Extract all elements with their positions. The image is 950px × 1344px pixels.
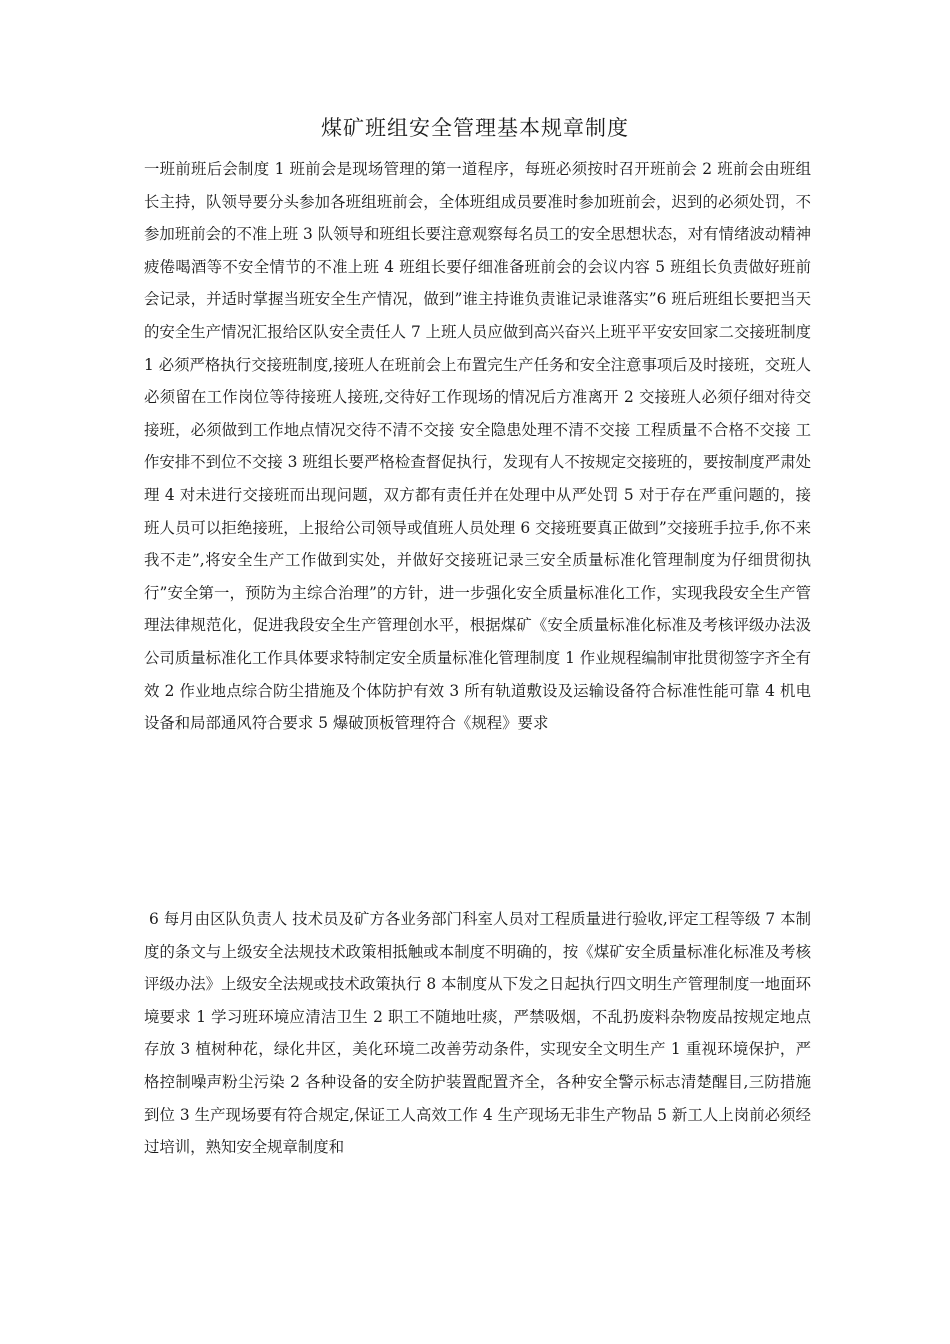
body-paragraph-1: 一班前班后会制度 1 班前会是现场管理的第一道程序，每班必须按时召开班前会 2 班前会由班组长主持，队领导要分头参加各班组班前会，全体班组成员要准时参加班前会，迟到的必须处罚，不参加班前会的不准上班 3 队领导和班组长要注意观察每名员工的安全思想状态，对有情绪波动精神疲倦喝酒等不安全情节的不准上班 4 班组长要仔细准备班前会的会议内容 5 班组长负责做好班前会记录，并适时掌握当班安全生产情况，做到”谁主持谁负责谁记录谁落实”6 班后班组长要把当天的安全生产情况汇报给区队安全责任人 7 上班人员应做到高兴奋兴上班平平安安回家二交接班制度 1 必须严格执行交接班制度,接班人在班前会上布置完生产任务和安全注意事项后及时接班，交班人必须留在工作岗位等待接班人接班,交待好工作现场的情况后方准离开 2 交接班人必须仔细对待交接班，必须做到工作地点情况交待不清不交接 安全隐患处理不清不交接 工程质量不合格不交接 工作安排不到位不交接 3 班组长要严格检查督促执行，发现有人不按规定交接班的，要按制度严肃处理 4 对未进行交接班而出现问题，双方都有责任并在处理中从严处罚 5 对于存在严重问题的，接班人员可以拒绝接班，上报给公司领导或值班人员处理 6 交接班要真正做到”交接班手拉手,你不来我不走”,将安全生产工作做到实处，并做好交接班记录三安全质量标准化管理制度为仔细贯彻执行”安全第一，预防为主综合治理”的方针，进一步强化安全质量标准化工作，实现我段安全生产管理法律规范化，促进我段安全生产管理创水平，根据煤矿《安全质量标准化标准及考核评级办法汲公司质量标准化工作具体要求特制定安全质量标准化管理制度 1 作业规程编制审批贯彻签字齐全有效 2 作业地点综合防尘措施及个体防护有效 3 所有轨道敷设及运输设备符合标准性能可靠 4 机电设备和局部通风符合要求 5 爆破顶板管理符合《规程》要求: [144, 160, 811, 733]
document-title: 煤矿班组安全管理基本规章制度: [321, 116, 629, 140]
body-paragraph-2: 6 每月由区队负责人 技术员及矿方各业务部门科室人员对工程质量进行验收,评定工程等级 7 本制度的条文与上级安全法规技术政策相抵触或本制度不明确的，按《煤矿安全质量标准化标准及考核评级办法》上级安全法规或技术政策执行 8 本制度从下发之日起执行四文明生产管理制度一地面环境要求 1 学习班环境应清洁卫生 2 职工不随地吐痰，严禁吸烟，不乱扔废料杂物废品按规定地点存放 3 植树种花，绿化井区，美化环境二改善劳动条件，实现安全文明生产 1 重视环境保护，严格控制噪声粉尘污染 2 各种设备的安全防护装置配置齐全，各种安全警示标志清楚醒目,三防措施到位 3 生产现场要有符合规定,保证工人高效工作 4 生产现场无非生产物品 5 新工人上岗前必须经过培训，熟知安全规章制度和: [144, 910, 811, 1157]
